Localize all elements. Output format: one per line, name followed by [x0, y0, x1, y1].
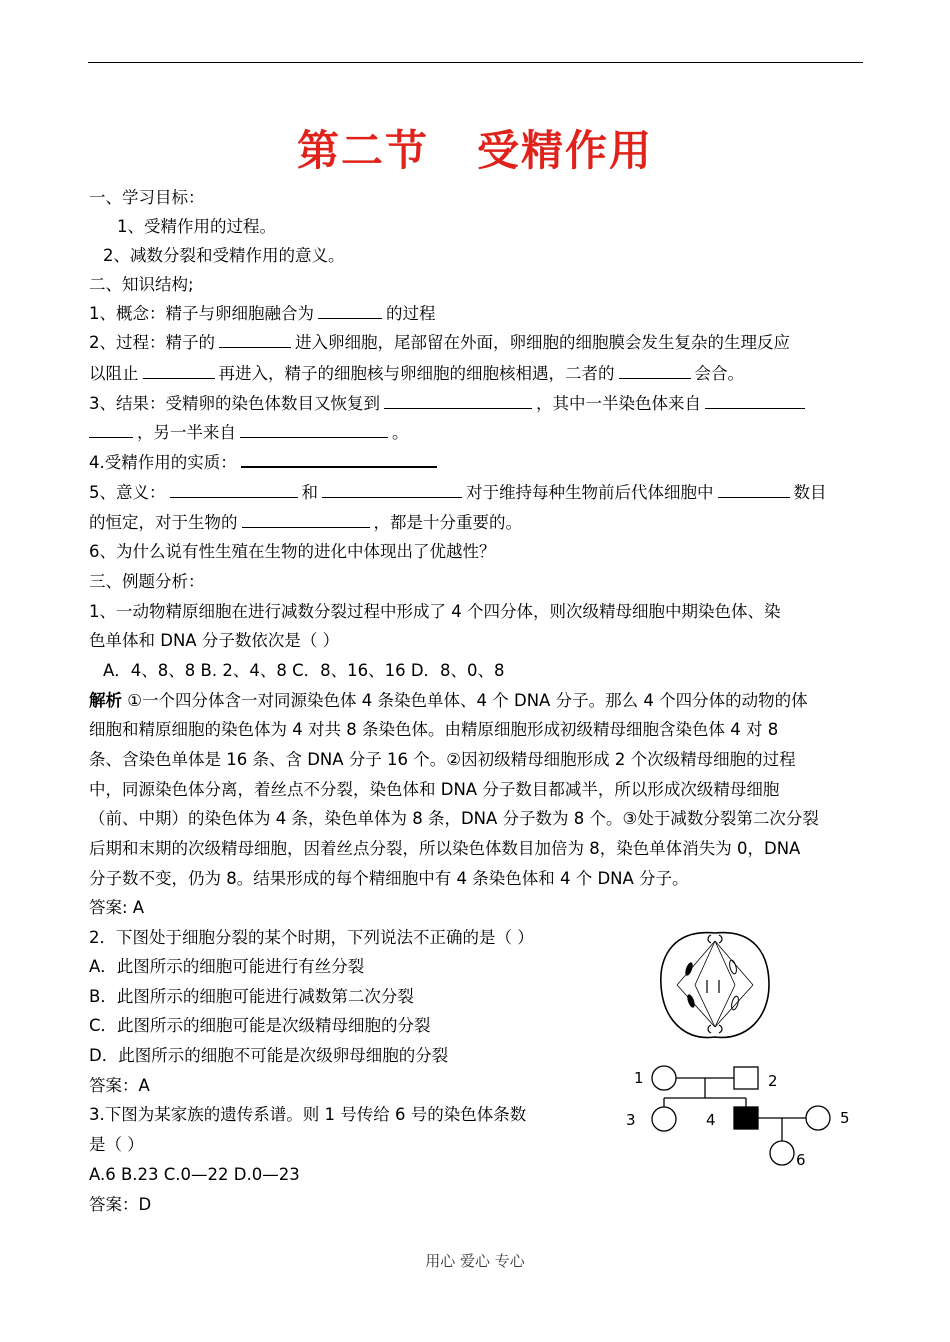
- example-1-analysis: 细胞和精原细胞的染色体为 4 对共 8 条染色体。由精原细胞形成初级精母细胞含染色体 4 对 8: [89, 720, 779, 739]
- pedigree-label-5: 5: [840, 1109, 850, 1127]
- male-individual-2: [734, 1067, 758, 1089]
- answer-blank[interactable]: [242, 509, 370, 528]
- example-1-analysis: 中，同源染色体分离，着丝点不分裂，染色体和 DNA 分子数目都减半，所以形成次级精母细胞: [89, 780, 780, 799]
- answer-blank[interactable]: [318, 300, 382, 319]
- female-individual-5: [806, 1106, 830, 1130]
- example-3-options: A.6 B.23 C.0—22 D.0—23: [89, 1165, 300, 1184]
- pedigree-chart: [620, 1055, 870, 1170]
- example-1-options: A．4、8、8 B. 2、4、8 C．8、16、16 D．8、0、8: [103, 661, 505, 680]
- pedigree-label-4: 4: [706, 1111, 716, 1129]
- pedigree-label-6: 6: [796, 1151, 806, 1169]
- pedigree-label-2: 2: [768, 1072, 778, 1090]
- answer-blank[interactable]: [170, 479, 298, 498]
- objective-item: 1、受精作用的过程。: [117, 217, 276, 236]
- knowledge-heading: 二、知识结构;: [89, 275, 194, 294]
- example-3-question: 是（ ）: [89, 1135, 144, 1154]
- example-1-answer: 答案: A: [89, 898, 145, 917]
- example-2-option-b: B．此图所示的细胞可能进行减数第二次分裂: [89, 987, 414, 1006]
- cell-division-figure: [655, 925, 775, 1045]
- title-section: 第二节: [296, 126, 429, 175]
- example-2-option-a: A．此图所示的细胞可能进行有丝分裂: [89, 957, 365, 976]
- answer-blank[interactable]: [143, 360, 215, 379]
- answer-blank[interactable]: [705, 390, 805, 409]
- example-1-question: 色单体和 DNA 分子数依次是（ ）: [89, 631, 340, 650]
- example-2-answer: 答案：A: [89, 1076, 150, 1095]
- answer-blank[interactable]: [241, 448, 437, 468]
- example-2-question: 2．下图处于细胞分裂的某个时期，下列说法不正确的是（ ）: [89, 928, 534, 947]
- analysis-label: 解析: [89, 691, 122, 710]
- question-6: 6、为什么说有性生殖在生物的进化中体现出了优越性？: [89, 542, 496, 561]
- answer-blank[interactable]: [219, 329, 291, 348]
- female-individual-1: [652, 1066, 676, 1090]
- affected-male-individual-4: [734, 1107, 758, 1129]
- example-1-analysis: 条、含染色单体是 16 条、含 DNA 分子 16 个。②因初级精母细胞形成 2 个次级精母细胞的过程: [89, 750, 796, 769]
- question-3-line1: 3、结果：受精卵的染色体数目又恢复到 ，其中一半染色体来自: [89, 389, 809, 419]
- question-3-line2: ，另一半来自 。: [89, 418, 409, 448]
- answer-blank[interactable]: [384, 390, 532, 409]
- question-4: 4.受精作用的实质：: [89, 448, 441, 478]
- question-5-line1: 5、意义： 和 对于维持每种生物前后代体细胞中 数目: [89, 478, 827, 508]
- example-1-analysis: 解析 ①一个四分体含一对同源染色体 4 条染色单体、4 个 DNA 分子。那么 4 个四分体的动物的体: [89, 691, 808, 710]
- header-rule: [88, 62, 863, 63]
- example-1-analysis: 分子数不变，仍为 8。结果形成的每个精细胞中有 4 条染色体和 4 个 DNA 分子。: [89, 869, 689, 888]
- answer-blank[interactable]: [718, 479, 790, 498]
- pedigree-label-3: 3: [626, 1111, 636, 1129]
- pedigree-label-1: 1: [634, 1069, 644, 1087]
- question-2-line1: 2、过程：精子的 进入卵细胞，尾部留在外面，卵细胞的细胞膜会发生复杂的生理反应: [89, 328, 790, 358]
- answer-blank[interactable]: [89, 419, 133, 438]
- question-2-line2: 以阻止 再进入，精子的细胞核与卵细胞的细胞核相遇，二者的 会合。: [89, 359, 744, 389]
- objectives-heading: 一、学习目标：: [89, 188, 205, 207]
- example-1-question: 1、一动物精原细胞在进行减数分裂过程中形成了 4 个四分体，则次级精母细胞中期染色体、染: [89, 602, 781, 621]
- page-footer: 用心 爱心 专心: [425, 1252, 525, 1270]
- objective-item: 2、减数分裂和受精作用的意义。: [103, 246, 345, 265]
- example-1-analysis: （前、中期）的染色体为 4 条，染色单体为 8 条，DNA 分子数为 8 个。③处于减数分裂第二次分裂: [89, 809, 819, 828]
- example-3-question: 3.下图为某家族的遗传系谱。则 1 号传给 6 号的染色体条数: [89, 1105, 527, 1124]
- female-individual-3: [652, 1107, 676, 1131]
- answer-blank[interactable]: [619, 360, 691, 379]
- example-3-answer: 答案：D: [89, 1195, 152, 1214]
- example-2-option-d: D．此图所示的细胞不可能是次级卵母细胞的分裂: [89, 1046, 449, 1065]
- title-topic: 受精作用: [477, 126, 654, 175]
- answer-blank[interactable]: [240, 419, 388, 438]
- question-1: 1、概念：精子与卵细胞融合为 的过程: [89, 299, 436, 329]
- examples-heading: 三、例题分析：: [89, 572, 205, 591]
- female-individual-6: [770, 1141, 794, 1165]
- example-2-option-c: C．此图所示的细胞可能是次级精母细胞的分裂: [89, 1016, 431, 1035]
- example-1-analysis: 后期和末期的次级精母细胞，因着丝点分裂，所以染色体数目加倍为 8，染色单体消失为 0，DNA: [89, 839, 801, 858]
- answer-blank[interactable]: [322, 479, 462, 498]
- page-title: [0, 118, 950, 178]
- question-5-line2: 的恒定，对于生物的 ，都是十分重要的。: [89, 508, 522, 538]
